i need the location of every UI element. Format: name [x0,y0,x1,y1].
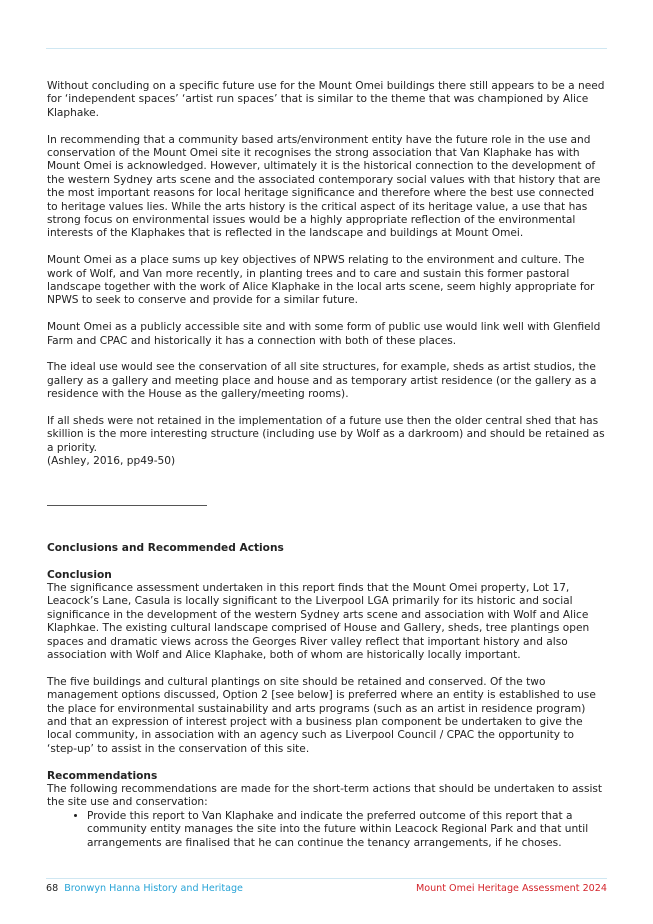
recommendations-heading: Recommendations [47,769,158,782]
footer-organisation: Bronwyn Hanna History and Heritage [64,883,243,894]
quote-citation: (Ashley, 2016, pp49-50) [47,455,176,468]
conclusion-heading: Conclusion [47,568,112,581]
quote-paragraph: In recommending that a community based arts/environment entity have the future role in the use and conservation of the Mount Omei site it recognises the strong association that Van Klaphake has with Mount Omei is acknowledged. However, ultimately it is the historical connection to the development of the western Sydney arts scene and the associated contemporary social values with that history that are the most important reasons for local heritage significance and therefore where the best use connected to heritage values lies. While the arts history is the critical aspect of its heritage value, a use that has strong focus on environmental issues would be a highly appropriate reflection of the environmental interests of the Klaphakes that is reflected in the landscape and buildings at Mount Omei. [47,133,601,240]
page-body [47,80,607,850]
page-footer [46,883,607,894]
footer-document-title: Mount Omei Heritage Assessment 2024 [415,883,607,894]
footer-rule [46,878,607,879]
page-number: 68 [46,883,59,894]
quote-paragraph: The ideal use would see the conservation of all site structures, for example, sheds as artist studios, the gallery as a gallery and meeting place and house and as temporary artist residence (or the gallery as a residence with the House as the gallery/meeting rooms). [47,361,597,401]
recommendation-item: • Provide this report to Van Klaphake and indicate the preferred outcome of this report that a community entity manages the site into the future within Leacock Regional Park and that until arrangements are finalised that he can continue the tenancy arrangements, if he choses. [87,810,607,850]
quote-paragraph: If all sheds were not retained in the implementation of a future use then the older central shed that has skillion is the more interesting structure (including use by Wolf as a darkroom) and should be retained as a priority. [47,415,605,454]
quote-paragraph: Mount Omei as a publicly accessible site and with some form of public use would link well with Glenfield Farm and CPAC and historically it has a connection with both of these places. [47,321,601,347]
header-rule [46,48,607,49]
section-divider [47,505,207,506]
recommendations-list [47,810,607,850]
recommendations-intro: The following recommendations are made for the short-term actions that should be undertaken to assist the site use and conservation: [47,782,603,809]
conclusion-paragraph: The significance assessment undertaken in this report finds that the Mount Omei property, Lot 17, Leacock’s Lane, Casula is locally significant to the Liverpool LGA primarily for its historic and social significance in the development of the western Sydney arts scene and association with Wolf and Alice Klaphkae. The existing cultural landscape comprised of House and Gallery, sheds, tree plantings open spaces and dramatic views across the Georges River valley reflect that important history and also association with Wolf and Alice Klaphake, both of whom are historically locally important. [47,581,590,661]
quote-paragraph: Mount Omei as a place sums up key objectives of NPWS relating to the environment and culture. The work of Wolf, and Van more recently, in planting trees and to care and sustain this former pastoral landscape together with the work of Alice Klaphake in the local arts scene, seem highly appropriate for NPWS to seek to conserve and provide for a similar future. [47,254,595,307]
block-quote [47,80,607,469]
section-title: Conclusions and Recommended Actions [47,541,284,554]
conclusion-paragraph: The five buildings and cultural plantings on site should be retained and conserved. Of the two management options discussed, Option 2 [see below] is preferred where an entity is established to use the place for environmental sustainability and arts programs (such as an artist in residence program) and that an expression of interest project with a business plan component be undertaken to give the local community, in association with an agency such as Liverpool Council / CPAC the opportunity to ‘step-up’ to assist in the conservation of this site. [47,675,596,755]
quote-paragraph: Without concluding on a specific future use for the Mount Omei buildings there still appears to be a need for ‘independent spaces’ ‘artist run spaces’ that is similar to the theme that was championed by Alice Klaphake. [47,80,605,119]
